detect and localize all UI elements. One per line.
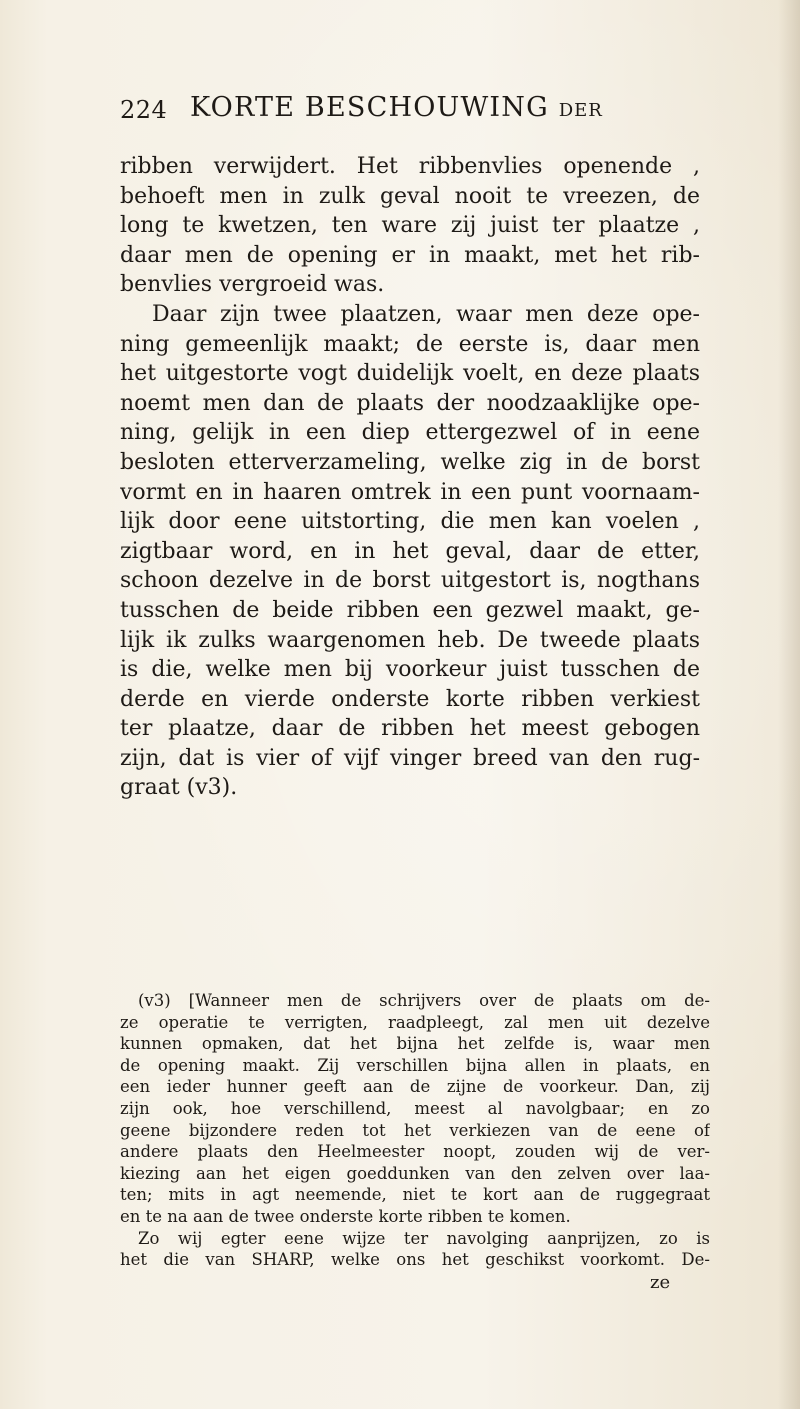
body-line: zigtbaar word, en in het geval, daar de etter, <box>120 538 700 564</box>
footnote-line: en te na aan de twee onderste korte ribben te komen. <box>120 1206 571 1226</box>
body-line: lijk door eene uitstorting, die men kan voelen , <box>120 509 700 535</box>
body-line: long te kwetzen, ten ware zij juist ter plaatze , <box>120 213 700 239</box>
body-line: ter plaatze, daar de ribben het meest gebogen <box>120 716 700 742</box>
footnote-line: geene bijzondere reden tot het verkiezen van de eene of <box>120 1120 710 1140</box>
footnote-line: (v3) [Wanneer men de schrijvers over de plaats om de- <box>138 991 710 1010</box>
body-line: ning, gelijk in een diep ettergezwel of in eene <box>120 420 700 446</box>
body-line: ning gemeenlijk maakt; de eerste is, daar men <box>120 331 700 357</box>
body-line: het uitgestorte vogt duidelijk voelt, en deze plaats <box>120 361 700 387</box>
body-line: Daar zijn twee plaatzen, waar men deze ope- <box>152 301 700 327</box>
page-edge-shadow <box>778 0 800 1409</box>
body-line: besloten etterverzameling, welke zig in de borst <box>120 449 700 475</box>
body-line: is die, welke men bij voorkeur juist tusschen de <box>120 657 700 683</box>
footnote-line: andere plaats den Heelmeester noopt, zouden wij de ver- <box>120 1142 710 1162</box>
body-line: daar men de opening er in maakt, met het rib- <box>120 242 700 268</box>
footnote-line: zijn ook, hoe verschillend, meest al navolgbaar; en zo <box>120 1098 710 1118</box>
body-line: graat (v3). <box>120 775 238 801</box>
page-number: 224 <box>120 96 168 124</box>
footnote-line: ten; mits in agt neemende, niet te kort aan de ruggegraat <box>120 1185 710 1205</box>
body-line: lijk ik zulks waargenomen heb. De tweede plaats <box>120 627 700 653</box>
footnote-line: de opening maakt. Zij verschillen bijna allen in plaats, en <box>120 1055 710 1075</box>
body-line: zijn, dat is vier of vijf vinger breed van den rug- <box>120 745 700 771</box>
body-line: benvlies vergroeid was. <box>120 272 385 298</box>
footnote-block <box>120 990 710 1271</box>
body-text <box>120 152 700 803</box>
body-line: vormt en in haaren omtrek in een punt voornaam- <box>120 479 700 505</box>
body-line: ribben verwijdert. Het ribbenvlies openende , <box>120 154 700 179</box>
footnote-line: kiezing aan het eigen goeddunken van den zelven over laa- <box>120 1163 710 1183</box>
footnote-line: een ieder hunner geeft aan de zijne de voorkeur. Dan, zij <box>120 1077 710 1097</box>
running-head-small: DER <box>558 100 603 121</box>
running-head-title: KORTE BESCHOUWING <box>190 92 549 123</box>
running-head <box>190 92 603 123</box>
footnote-line: Zo wij egter eene wijze ter navolging aanprijzen, zo is <box>138 1228 710 1248</box>
body-line: noemt men dan de plaats der noodzaaklijke ope- <box>120 390 700 416</box>
body-line: tusschen de beide ribben een gezwel maakt, ge- <box>120 597 700 623</box>
footnote-line: kunnen opmaken, dat het bijna het zelfde is, waar men <box>120 1034 710 1054</box>
footnote-line: ze operatie te verrigten, raadpleegt, zal men uit dezelve <box>120 1012 710 1032</box>
body-line: schoon dezelve in de borst uitgestort is, nogthans <box>120 568 700 594</box>
footnote-line: het die van SHARP, welke ons het geschikst voorkomt. De- <box>120 1250 710 1270</box>
body-line: derde en vierde onderste korte ribben verkiest <box>120 686 700 712</box>
body-line: behoeft men in zulk geval nooit te vreezen, de <box>120 183 700 209</box>
catchword: ze <box>650 1272 671 1293</box>
page-header <box>120 92 700 132</box>
